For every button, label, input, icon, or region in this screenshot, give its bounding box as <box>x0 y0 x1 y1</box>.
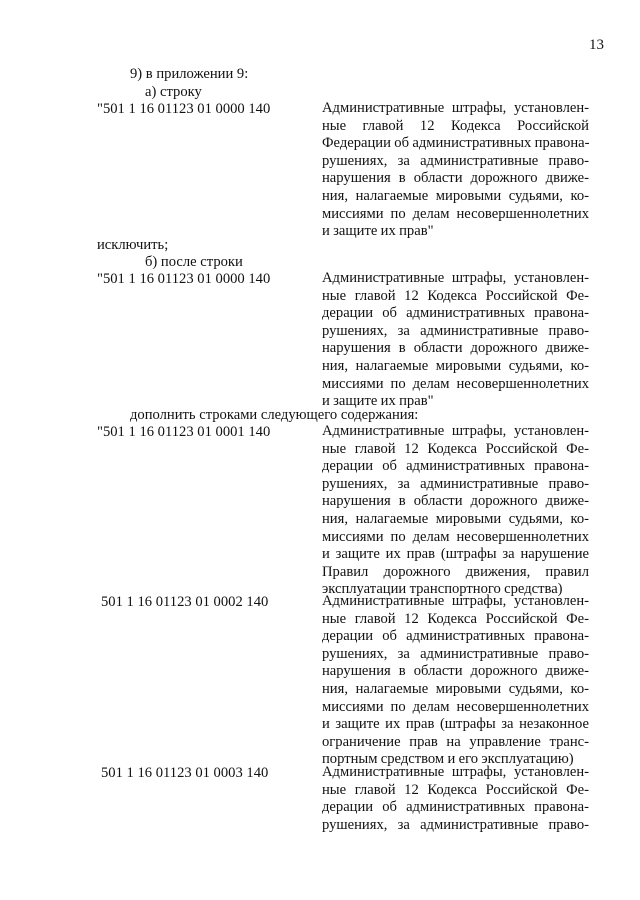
description-line: Административные штрафы, установлен- <box>322 764 589 780</box>
description-line: нарушения в области дорожного движе- <box>322 493 589 510</box>
description-line: портным средством и его эксплуатацию) <box>322 751 574 768</box>
description-line: и защите их прав" <box>322 223 434 240</box>
description-line: нарушения в области дорожного движе- <box>322 340 589 357</box>
description-line: Административные штрафы, установлен- <box>322 423 589 439</box>
description-line: ния, налагаемые мировыми судьями, ко- <box>322 510 589 527</box>
item-9-heading: 9) в приложении 9: <box>130 66 249 82</box>
description-line: ния, налагаемые мировыми судьями, ко- <box>322 680 589 697</box>
description-line: рушениях, за административные право- <box>322 816 589 833</box>
description-line: нарушения в области дорожного движе- <box>322 663 589 680</box>
description-line: миссиями по делам несовершеннолетних <box>322 205 589 222</box>
entry-code: "501 1 16 01123 01 0000 140 <box>97 271 271 287</box>
description-line: рушениях, за административные право- <box>322 645 589 662</box>
description-line: дерации об административных правона- <box>322 628 589 645</box>
item-a-label: а) строку <box>145 84 202 100</box>
description-line: миссиями по делам несовершеннолетних <box>322 375 589 392</box>
description-line: ния, налагаемые мировыми судьями, ко- <box>322 187 589 204</box>
description-line: и защите их прав (штрафы за нарушение <box>322 546 589 563</box>
description-line: и защите их прав (штрафы за незаконное <box>322 716 589 733</box>
page-number: 13 <box>589 37 604 53</box>
description-line: Административные штрафы, установлен- <box>322 100 589 116</box>
entry-code: "501 1 16 01123 01 0000 140 <box>97 101 271 117</box>
description-line: нарушения в области дорожного движе- <box>322 170 589 187</box>
add-rows-label: дополнить строками следующего содержания: <box>130 407 419 423</box>
description-line: миссиями по делам несовершеннолетних <box>322 698 589 715</box>
description-line: ограничение прав на управление транс- <box>322 733 589 750</box>
description-line: ные главой 12 Кодекса Российской Фе- <box>322 440 589 457</box>
description-line: Административные штрафы, установлен- <box>322 270 589 286</box>
description-line: миссиями по делам несовершеннолетних <box>322 528 589 545</box>
entry-code: 501 1 16 01123 01 0003 140 <box>101 765 269 781</box>
description-line: дерации об административных правона- <box>322 458 589 475</box>
description-line: Федерации об административных правона- <box>322 135 590 152</box>
entry-description <box>322 100 589 241</box>
description-line: дерации об административных правона- <box>322 799 589 816</box>
description-line: рушениях, за административные право- <box>322 152 589 169</box>
description-line: эксплуатации транспортного средства) <box>322 581 563 598</box>
entry-description <box>322 593 589 769</box>
entry-description <box>322 270 589 411</box>
entry-code: 501 1 16 01123 01 0002 140 <box>101 594 269 610</box>
entry-description <box>322 423 589 599</box>
description-line: ные главой 12 Кодекса Российской <box>322 117 589 134</box>
description-line: дерации об административных правона- <box>322 305 589 322</box>
description-line: рушениях, за административные право- <box>322 322 589 339</box>
description-line: Административные штрафы, установлен- <box>322 593 589 609</box>
description-line: ния, налагаемые мировыми судьями, ко- <box>322 357 589 374</box>
description-line: ные главой 12 Кодекса Российской Фе- <box>322 610 589 627</box>
description-line: ные главой 12 Кодекса Российской Фе- <box>322 781 589 798</box>
item-b-label: б) после строки <box>145 254 243 270</box>
description-line: Правил дорожного движения, правил <box>322 563 589 580</box>
entry-code: "501 1 16 01123 01 0001 140 <box>97 424 271 440</box>
description-line: рушениях, за административные право- <box>322 475 589 492</box>
exclude-label: исключить; <box>97 237 169 253</box>
entry-description <box>322 764 589 834</box>
description-line: и защите их прав" <box>322 393 434 410</box>
description-line: ные главой 12 Кодекса Российской Фе- <box>322 287 589 304</box>
